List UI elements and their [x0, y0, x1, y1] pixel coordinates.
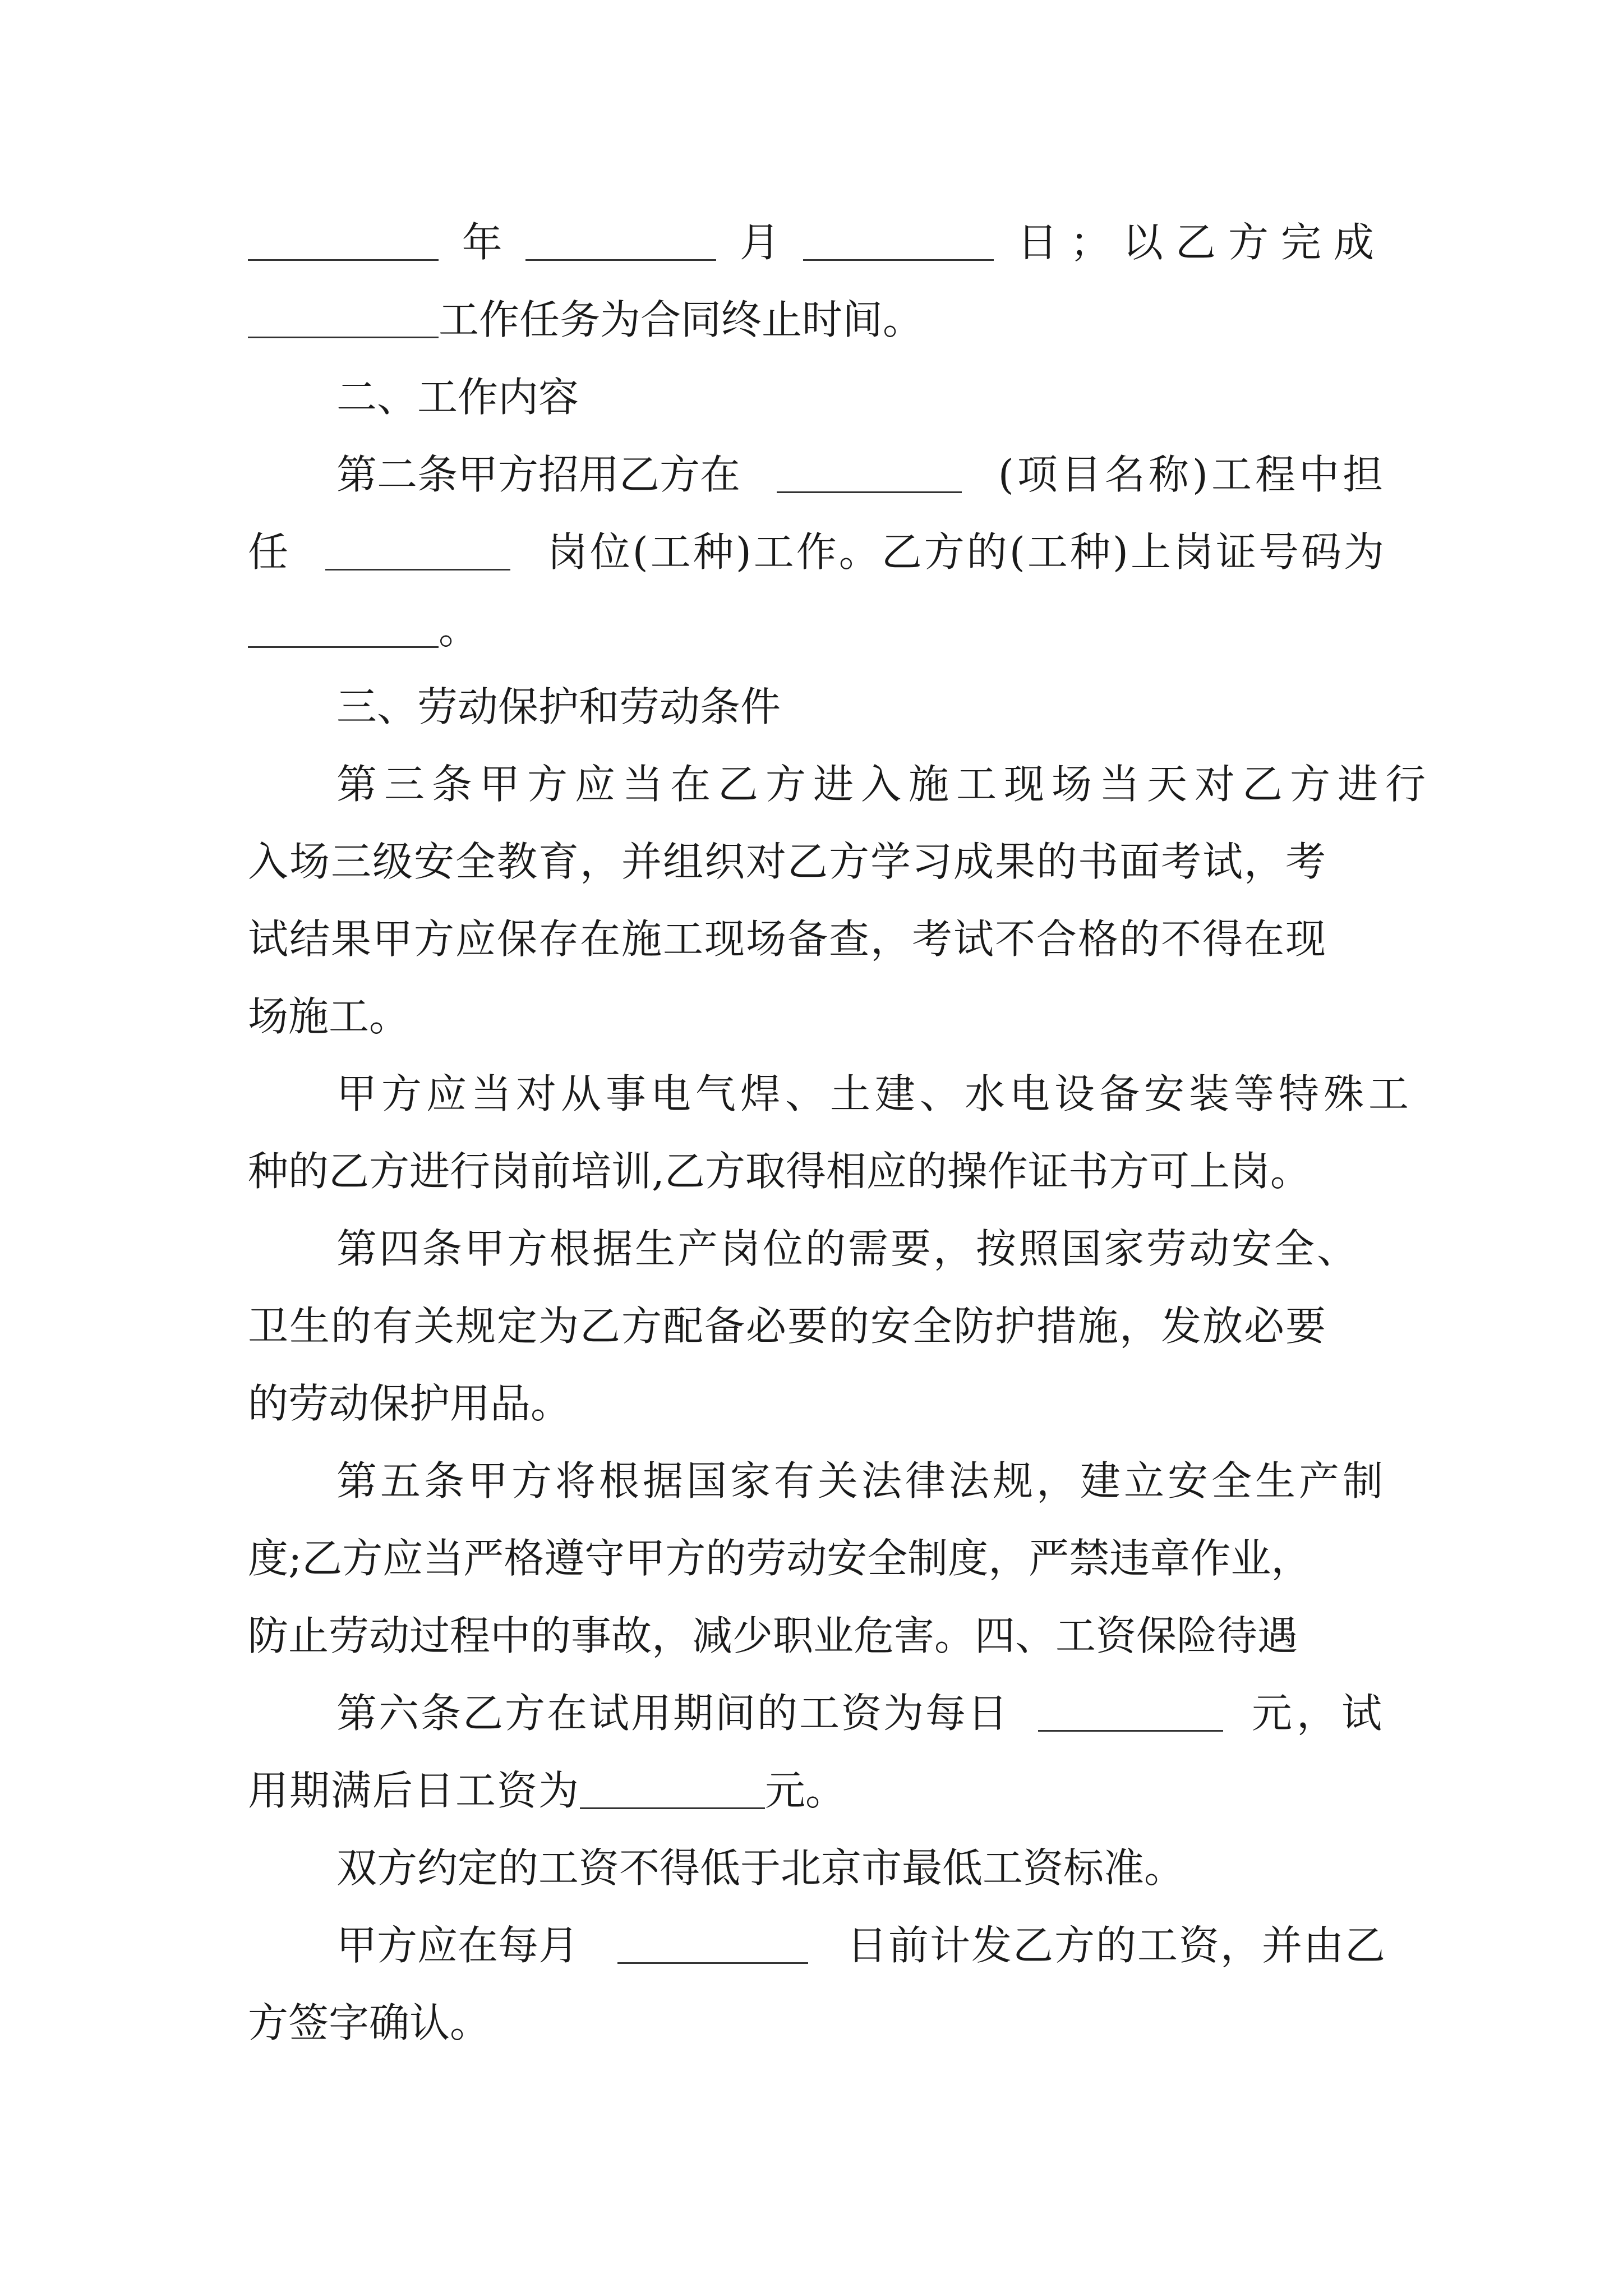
paragraph-line: 度;乙方应当严格遵守甲方的劳动安全制度，严禁违章作业，	[248, 1535, 1312, 1582]
article-6c-line-2	[248, 1995, 1386, 2051]
article-3-line-3	[248, 911, 1386, 967]
article-3-line-1	[336, 756, 1433, 812]
blank-field	[325, 534, 510, 570]
article-4-line-3	[248, 1375, 1386, 1432]
paragraph-line: 方签字确认。	[248, 1999, 491, 2046]
paragraph-line: 种的乙方进行岗前培训,乙方取得相应的操作证书方可上岗。	[248, 1148, 1311, 1195]
paragraph-line: 甲方应当对从事电气焊、土建、水电设备安装等特殊工	[336, 1070, 1414, 1117]
article-2-text-a: 第二条甲方招用乙方在	[336, 451, 741, 498]
day-label: 日；以乙方完成	[1017, 219, 1386, 266]
blank-field	[777, 457, 962, 493]
article-6-line-1	[336, 1685, 1386, 1741]
article-2-text-d: 岗位(工种)工作。乙方的(工种)上岗证号码为	[547, 528, 1386, 576]
section-title-work-content	[336, 369, 1386, 425]
article-6c-text-b: 日前计发乙方的工资，并由乙	[846, 1922, 1386, 1969]
termination-text: 工作任务为合同终止时间。	[439, 296, 924, 343]
article-6c-text-a: 甲方应在每月	[336, 1922, 579, 1969]
article-6-text-b: 元，试	[1251, 1690, 1386, 1737]
article-6-line-2	[248, 1763, 1386, 1819]
article-3b-line-1	[336, 1066, 1414, 1122]
paragraph-line: 的劳动保护用品。	[248, 1380, 571, 1427]
contract-term-line-2	[248, 292, 1386, 348]
blank-field	[1038, 1695, 1223, 1732]
paragraph-line: 场施工。	[248, 993, 410, 1040]
article-4-line-2	[248, 1298, 1386, 1354]
article-3-line-2	[248, 834, 1386, 890]
section-title-labor-protection	[336, 679, 1386, 735]
article-6-text-a: 第六条乙方在试用期间的工资为每日	[336, 1690, 1010, 1737]
section-title-text: 三、劳动保护和劳动条件	[336, 683, 781, 730]
article-4-line-1	[336, 1221, 1386, 1277]
paragraph-line: 第五条甲方将根据国家有关法律法规，建立安全生产制	[336, 1457, 1387, 1504]
section-title-text: 二、工作内容	[336, 374, 579, 421]
article-2-text-e: 。	[439, 606, 479, 653]
article-6-text-c: 用期满后日工资为	[248, 1767, 580, 1814]
paragraph-line: 试结果甲方应保存在施工现场备查，考试不合格的不得在现	[248, 915, 1327, 963]
article-3b-line-2	[248, 1143, 1386, 1199]
blank-field	[803, 224, 994, 261]
paragraph-line: 第三条甲方应当在乙方进入施工现场当天对乙方进行	[336, 761, 1433, 808]
paragraph-line: 防止劳动过程中的事故，减少职业危害。四、工资保险待遇	[248, 1612, 1298, 1659]
article-6-text-d: 元。	[765, 1767, 846, 1814]
article-5-line-2	[248, 1530, 1386, 1586]
blank-field	[580, 1773, 765, 1809]
paragraph-line: 第四条甲方根据生产岗位的需要，按照国家劳动安全、	[336, 1225, 1360, 1272]
article-6b-line	[336, 1840, 1386, 1896]
article-5-line-1	[336, 1453, 1386, 1509]
article-2-line-3	[248, 601, 1386, 657]
paragraph-line: 双方约定的工资不得低于北京市最低工资标准。	[336, 1844, 1185, 1892]
blank-field	[525, 224, 716, 261]
article-3-line-4	[248, 988, 1386, 1045]
blank-field	[248, 224, 439, 261]
blank-field	[248, 302, 439, 338]
contract-term-line-1	[248, 214, 1386, 270]
blank-field	[617, 1927, 808, 1964]
article-2-text-c: 任	[248, 528, 289, 576]
article-5-line-3	[248, 1608, 1386, 1664]
article-2-line-1	[336, 447, 1386, 503]
article-2-line-2	[248, 524, 1386, 580]
article-2-text-b: (项目名称)工程中担	[998, 451, 1386, 498]
month-label: 月	[739, 219, 780, 266]
article-6c-line-1	[336, 1917, 1386, 1973]
blank-field	[248, 611, 439, 648]
paragraph-line: 入场三级安全教育，并组织对乙方学习成果的书面考试，考	[248, 838, 1327, 885]
paragraph-line: 卫生的有关规定为乙方配备必要的安全防护措施，发放必要	[248, 1303, 1327, 1350]
year-label: 年	[462, 219, 502, 266]
